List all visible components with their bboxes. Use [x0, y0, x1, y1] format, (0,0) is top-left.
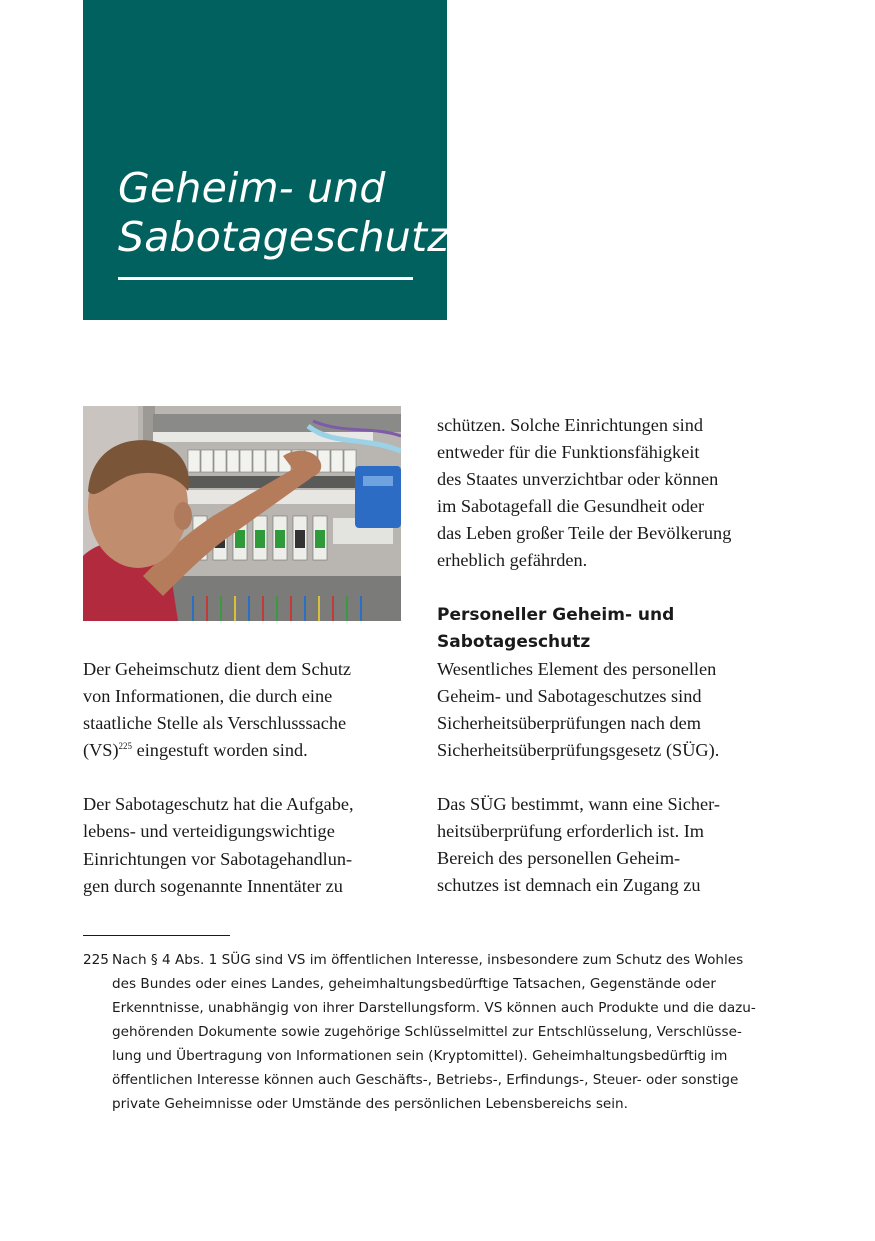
footnote-reference: 225: [118, 741, 133, 752]
paragraph-personeller-schutz: [437, 656, 767, 764]
footnote-text: [112, 948, 756, 1116]
text-line: Sicherheitsüberprüfungsgesetz (SÜG).: [437, 740, 720, 761]
text-line: heitsüberprüfung erforderlich ist. Im: [437, 821, 705, 842]
text-line: das Leben großer Teile der Bevölkerung: [437, 523, 732, 544]
text-line: des Staates unverzichtbar oder können: [437, 469, 719, 490]
footnote-separator: [83, 935, 230, 936]
technician-at-control-cabinet-photo-icon: [83, 406, 401, 621]
text-fragment: (VS): [83, 740, 119, 761]
text-line: Der Geheimschutz dient dem Schutz: [83, 659, 352, 679]
chapter-title-box: [83, 0, 447, 320]
text-line: von Informationen, die durch eine: [83, 686, 333, 707]
paragraph-geheimschutz: [83, 656, 403, 764]
footnote-line: Erkenntnisse, unabhängig von ihrer Darstellungsform. VS können auch Produkte und die dazu-: [112, 1000, 756, 1016]
text-line: erheblich gefährden.: [437, 550, 588, 571]
text-line: Das SÜG bestimmt, wann eine Sicher-: [437, 794, 720, 815]
heading-line: Sabotageschutz: [437, 631, 591, 652]
text-line: schutzes ist demnach ein Zugang zu: [437, 875, 701, 896]
text-line: schützen. Solche Einrichtungen sind: [437, 415, 704, 435]
text-line: im Sabotagefall die Gesundheit oder: [437, 496, 705, 517]
right-column: [437, 412, 767, 900]
text-line: gen durch sogenannte Innentäter zu: [83, 875, 343, 896]
text-fragment: eingestuft worden sind.: [132, 740, 308, 761]
chapter-title: [118, 164, 449, 262]
footnote-line: öffentlichen Interesse können auch Geschäfts-, Betriebs-, Erfindungs-, Steuer- oder sonstige: [112, 1072, 739, 1088]
heading-line: Personeller Geheim- und: [437, 604, 675, 625]
paragraph-sabotageschutz: [83, 791, 403, 899]
text-line: staatliche Stelle als Verschlusssache: [83, 713, 347, 734]
chapter-title-line-2: Sabotageschutz: [118, 213, 449, 261]
footnote-number: 225: [83, 952, 109, 968]
title-underline: [118, 277, 413, 280]
paragraph-continuation: [437, 412, 767, 575]
section-heading: [437, 602, 767, 656]
text-line: Sicherheitsüberprüfungen nach dem: [437, 712, 701, 733]
paragraph-sueg: [437, 791, 767, 899]
text-line-with-footnote: [83, 737, 403, 764]
chapter-title-line-1: Geheim- und: [118, 164, 386, 212]
footnote-line: private Geheimnisse oder Umstände des persönlichen Lebensbereichs sein.: [112, 1096, 628, 1112]
left-column: [83, 656, 403, 900]
technician-photo: [83, 406, 401, 621]
text-line: Wesentliches Element des personellen: [437, 658, 717, 679]
footnote-line: des Bundes oder eines Landes, geheimhaltungsbedürftige Tatsachen, Gegenstände oder: [112, 976, 717, 992]
text-line: entweder für die Funktionsfähigkeit: [437, 442, 700, 463]
text-line: Bereich des personellen Geheim-: [437, 848, 681, 869]
footnote-line: Nach § 4 Abs. 1 SÜG sind VS im öffentlichen Interesse, insbesondere zum Schutz des Wohles: [112, 952, 744, 968]
text-line: Der Sabotageschutz hat die Aufgabe,: [83, 794, 354, 815]
footnote-line: lung und Übertragung von Informationen sein (Kryptomittel). Geheimhaltungsbedürftig im: [112, 1048, 728, 1064]
text-line: Einrichtungen vor Sabotagehandlun-: [83, 848, 353, 869]
footnote-line: gehörenden Dokumente sowie zugehörige Schlüsselmittel zur Entschlüsselung, Verschlüsse-: [112, 1024, 742, 1040]
text-line: Geheim- und Sabotageschutzes sind: [437, 685, 702, 706]
text-line: lebens- und verteidigungswichtige: [83, 821, 335, 842]
